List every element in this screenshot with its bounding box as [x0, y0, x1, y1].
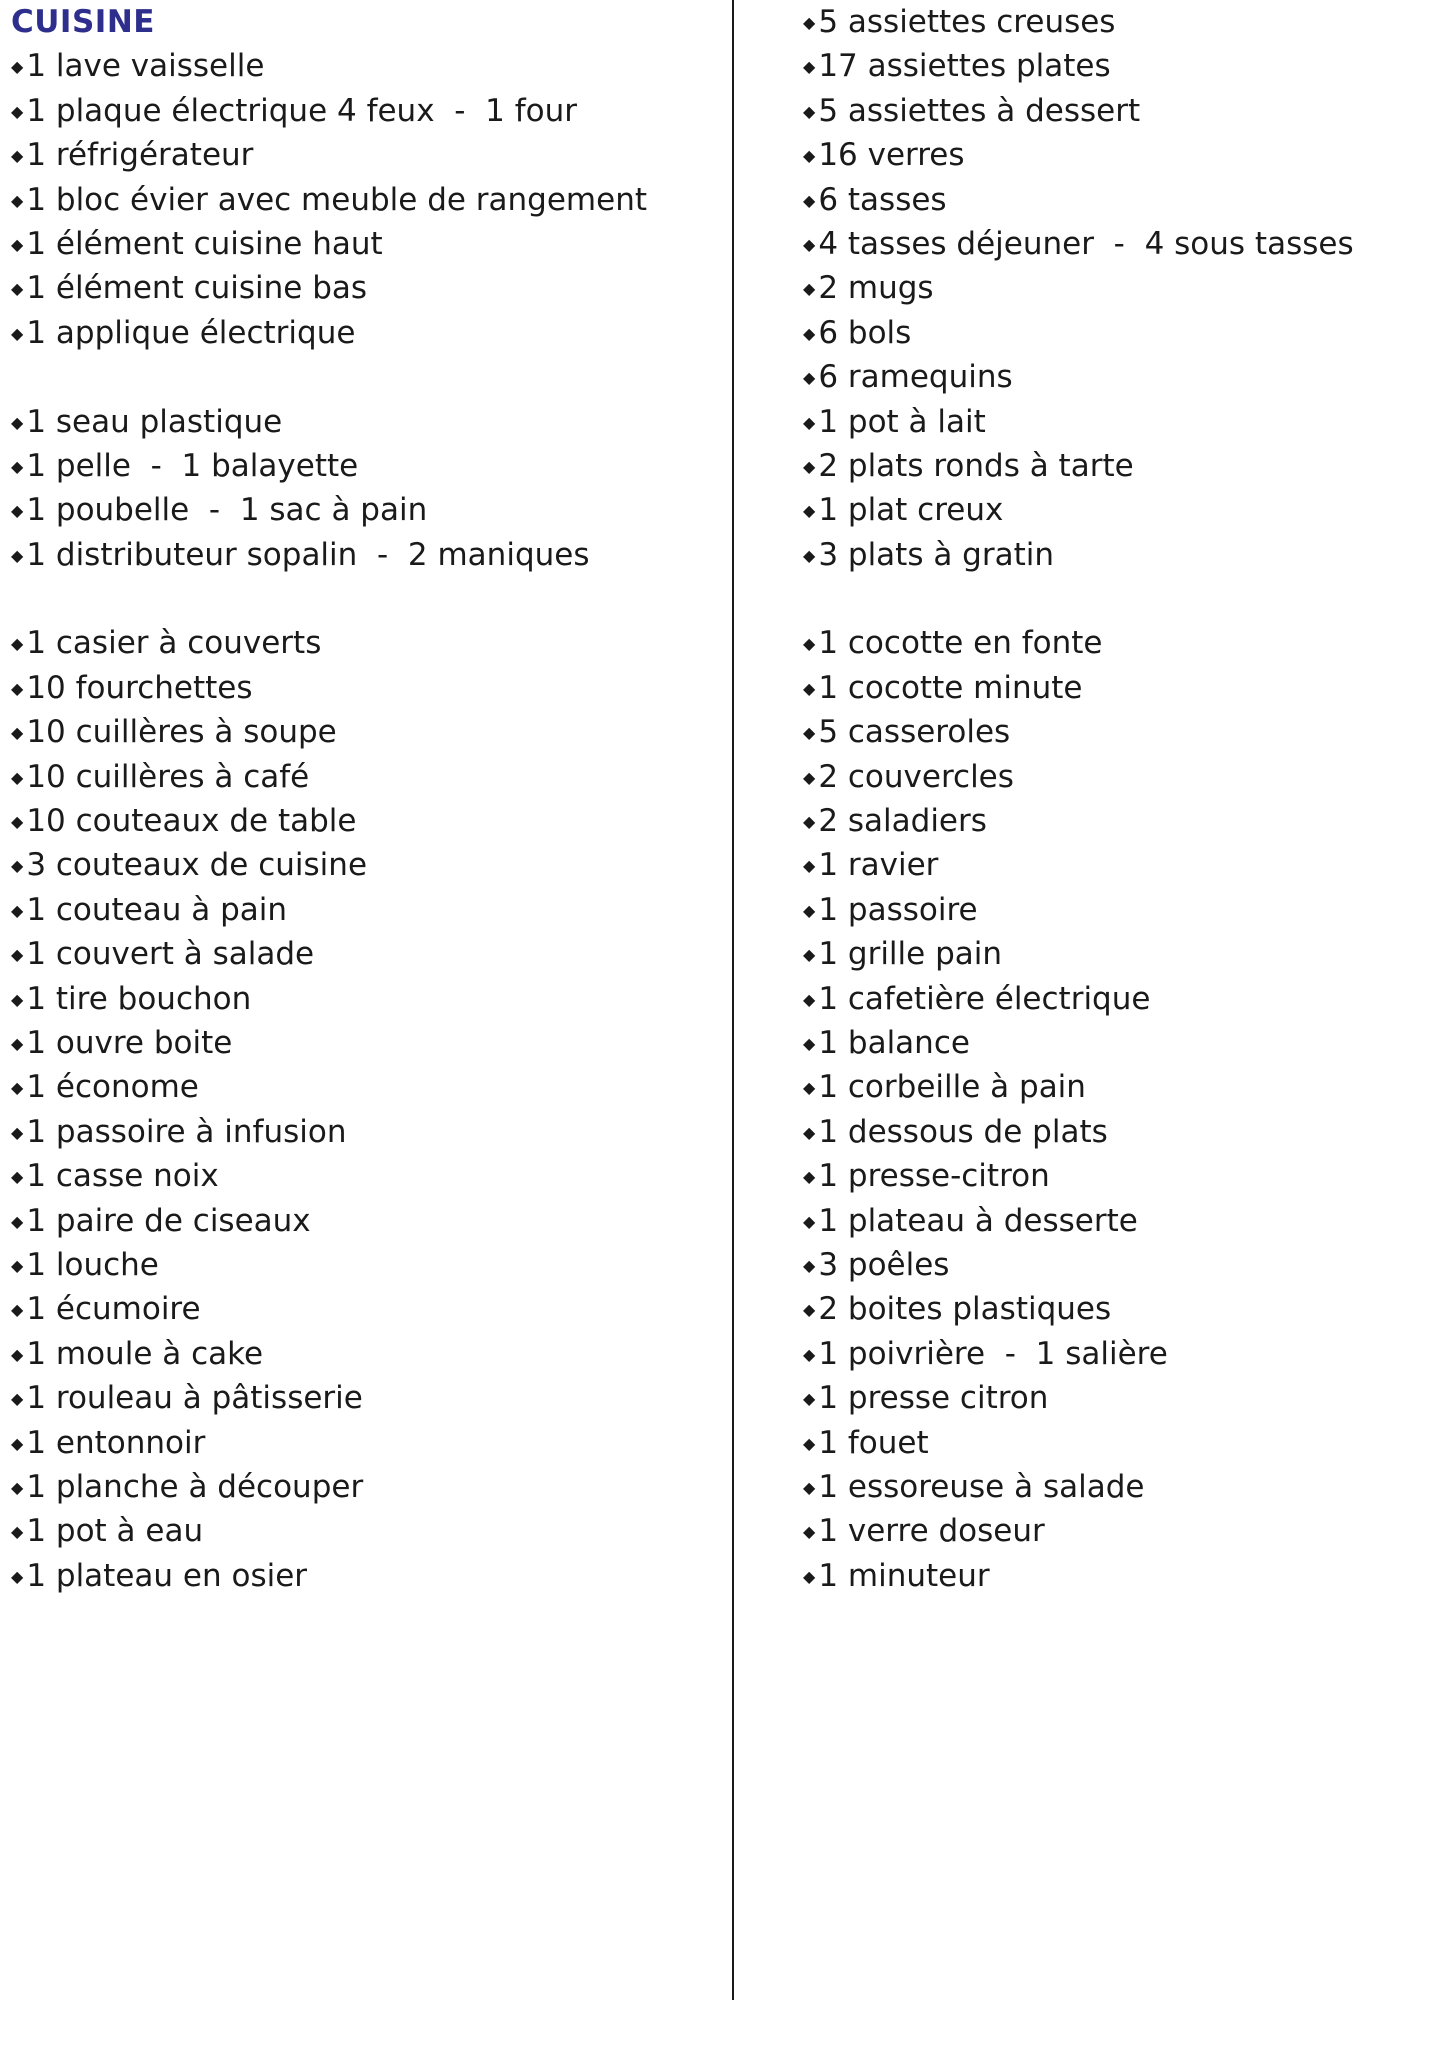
list-item	[11, 621, 711, 665]
item-text: 1 plateau en osier	[26, 1557, 308, 1594]
item-text: 1 pot à eau	[26, 1513, 204, 1550]
item-text: 1 pot à lait	[818, 403, 986, 440]
item-text: 1 ouvre boite	[26, 1024, 233, 1061]
list-item	[11, 843, 711, 887]
list-item	[11, 444, 711, 488]
item-text: 10 cuillères à soupe	[26, 714, 337, 751]
diamond-bullet-icon: ◆	[803, 1255, 816, 1275]
list-item	[803, 89, 1423, 133]
list-item	[11, 1021, 711, 1065]
list-spacer	[11, 577, 711, 621]
item-text: 1 corbeille à pain	[818, 1069, 1086, 1106]
diamond-bullet-icon: ◆	[11, 856, 24, 876]
list-item	[803, 488, 1423, 532]
diamond-bullet-icon: ◆	[11, 1211, 24, 1231]
diamond-bullet-icon: ◆	[803, 1211, 816, 1231]
diamond-bullet-icon: ◆	[803, 234, 816, 254]
item-text: 1 presse citron	[818, 1380, 1049, 1417]
diamond-bullet-icon: ◆	[11, 412, 24, 432]
item-text: 1 bloc évier avec meuble de rangement	[26, 181, 648, 218]
diamond-bullet-icon: ◆	[11, 57, 24, 77]
diamond-bullet-icon: ◆	[803, 812, 816, 832]
item-text: 1 casier à couverts	[26, 625, 322, 662]
item-text: 5 casseroles	[818, 714, 1011, 751]
diamond-bullet-icon: ◆	[803, 146, 816, 166]
list-item	[803, 932, 1423, 976]
list-item	[11, 1421, 711, 1465]
list-item	[803, 1199, 1423, 1243]
item-text: 6 tasses	[818, 181, 947, 218]
diamond-bullet-icon: ◆	[11, 1033, 24, 1053]
diamond-bullet-icon: ◆	[11, 190, 24, 210]
item-text: 4 tasses déjeuner - 4 sous tasses	[818, 225, 1354, 262]
diamond-bullet-icon: ◆	[803, 501, 816, 521]
list-item	[803, 355, 1423, 399]
list-item	[803, 1332, 1423, 1376]
item-text: 1 passoire à infusion	[26, 1113, 347, 1150]
diamond-bullet-icon: ◆	[11, 456, 24, 476]
list-item	[803, 1287, 1423, 1331]
diamond-bullet-icon: ◆	[803, 412, 816, 432]
diamond-bullet-icon: ◆	[11, 146, 24, 166]
item-text: 1 entonnoir	[26, 1424, 206, 1461]
list-item	[803, 266, 1423, 310]
list-item	[11, 932, 711, 976]
item-text: 1 casse noix	[26, 1158, 219, 1195]
item-text: 10 fourchettes	[26, 669, 253, 706]
item-text: 1 plat creux	[818, 492, 1004, 529]
list-item	[11, 755, 711, 799]
diamond-bullet-icon: ◆	[803, 1477, 816, 1497]
diamond-bullet-icon: ◆	[11, 1255, 24, 1275]
list-item	[11, 1243, 711, 1287]
item-text: 1 réfrigérateur	[26, 137, 254, 174]
item-text: 1 cocotte minute	[818, 669, 1083, 706]
item-text: 1 verre doseur	[818, 1513, 1045, 1550]
diamond-bullet-icon: ◆	[11, 767, 24, 787]
item-text: 1 applique électrique	[26, 314, 356, 351]
diamond-bullet-icon: ◆	[803, 190, 816, 210]
list-item	[803, 888, 1423, 932]
list-item	[11, 1509, 711, 1553]
diamond-bullet-icon: ◆	[803, 989, 816, 1009]
item-text: 1 louche	[26, 1246, 159, 1283]
diamond-bullet-icon: ◆	[11, 945, 24, 965]
diamond-bullet-icon: ◆	[803, 1167, 816, 1187]
list-item	[11, 1332, 711, 1376]
diamond-bullet-icon: ◆	[803, 1344, 816, 1364]
item-text: 1 plaque électrique 4 feux - 1 four	[26, 92, 578, 129]
list-item	[803, 666, 1423, 710]
list-item	[803, 799, 1423, 843]
list-item	[803, 710, 1423, 754]
item-text: 16 verres	[818, 137, 965, 174]
item-text: 1 paire de ciseaux	[26, 1202, 311, 1239]
diamond-bullet-icon: ◆	[11, 723, 24, 743]
item-text: 3 couteaux de cuisine	[26, 847, 368, 884]
item-text: 2 mugs	[818, 270, 934, 307]
list-item	[803, 44, 1423, 88]
list-item	[803, 843, 1423, 887]
list-item	[803, 444, 1423, 488]
diamond-bullet-icon: ◆	[11, 1344, 24, 1364]
list-item	[803, 1110, 1423, 1154]
list-item	[803, 755, 1423, 799]
diamond-bullet-icon: ◆	[803, 456, 816, 476]
diamond-bullet-icon: ◆	[11, 545, 24, 565]
diamond-bullet-icon: ◆	[11, 1522, 24, 1542]
list-item	[803, 1554, 1423, 1598]
diamond-bullet-icon: ◆	[11, 1122, 24, 1142]
list-item	[803, 222, 1423, 266]
list-item	[803, 1065, 1423, 1109]
diamond-bullet-icon: ◆	[803, 634, 816, 654]
diamond-bullet-icon: ◆	[11, 1300, 24, 1320]
diamond-bullet-icon: ◆	[11, 1433, 24, 1453]
diamond-bullet-icon: ◆	[11, 279, 24, 299]
list-item	[803, 1021, 1423, 1065]
item-text: 1 distributeur sopalin - 2 maniques	[26, 536, 590, 573]
list-item	[11, 888, 711, 932]
list-item	[803, 1154, 1423, 1198]
diamond-bullet-icon: ◆	[803, 279, 816, 299]
list-item	[803, 311, 1423, 355]
list-spacer	[11, 355, 711, 399]
list-item	[11, 1376, 711, 1420]
item-text: 5 assiettes à dessert	[818, 92, 1141, 129]
list-item	[11, 1154, 711, 1198]
item-text: 10 couteaux de table	[26, 803, 357, 840]
diamond-bullet-icon: ◆	[803, 323, 816, 343]
diamond-bullet-icon: ◆	[803, 1522, 816, 1542]
list-item	[803, 621, 1423, 665]
item-text: 2 boites plastiques	[818, 1291, 1112, 1328]
diamond-bullet-icon: ◆	[11, 1477, 24, 1497]
list-item	[11, 666, 711, 710]
item-text: 1 poubelle - 1 sac à pain	[26, 492, 428, 529]
list-item	[803, 1421, 1423, 1465]
item-text: 1 couvert à salade	[26, 936, 315, 973]
item-text: 2 plats ronds à tarte	[818, 447, 1134, 484]
item-text: 2 couvercles	[818, 758, 1014, 795]
item-text: 1 balance	[818, 1024, 970, 1061]
item-text: 1 poivrière - 1 salière	[818, 1335, 1168, 1372]
item-text: 1 ravier	[818, 847, 939, 884]
diamond-bullet-icon: ◆	[803, 1389, 816, 1409]
item-text: 17 assiettes plates	[818, 48, 1111, 85]
item-text: 1 dessous de plats	[818, 1113, 1108, 1150]
list-item	[803, 1243, 1423, 1287]
item-text: 2 saladiers	[818, 803, 987, 840]
item-text: 1 grille pain	[818, 936, 1003, 973]
item-text: 1 élément cuisine bas	[26, 270, 368, 307]
list-item	[803, 178, 1423, 222]
diamond-bullet-icon: ◆	[803, 767, 816, 787]
diamond-bullet-icon: ◆	[803, 1566, 816, 1586]
diamond-bullet-icon: ◆	[803, 368, 816, 388]
list-item	[11, 1110, 711, 1154]
list-item	[11, 1065, 711, 1109]
diamond-bullet-icon: ◆	[11, 678, 24, 698]
diamond-bullet-icon: ◆	[803, 101, 816, 121]
list-item	[11, 977, 711, 1021]
diamond-bullet-icon: ◆	[11, 1078, 24, 1098]
diamond-bullet-icon: ◆	[803, 57, 816, 77]
column-divider	[732, 0, 734, 2000]
item-text: 1 rouleau à pâtisserie	[26, 1380, 363, 1417]
diamond-bullet-icon: ◆	[11, 900, 24, 920]
list-item	[11, 178, 711, 222]
diamond-bullet-icon: ◆	[11, 634, 24, 654]
list-item	[803, 0, 1423, 44]
diamond-bullet-icon: ◆	[11, 1389, 24, 1409]
diamond-bullet-icon: ◆	[803, 856, 816, 876]
list-item	[11, 710, 711, 754]
item-text: 1 fouet	[818, 1424, 929, 1461]
item-text: 1 économe	[26, 1069, 199, 1106]
diamond-bullet-icon: ◆	[803, 1033, 816, 1053]
item-text: 1 tire bouchon	[26, 980, 252, 1017]
list-item	[803, 133, 1423, 177]
diamond-bullet-icon: ◆	[11, 323, 24, 343]
list-item	[11, 1554, 711, 1598]
item-text: 1 cafetière électrique	[818, 980, 1151, 1017]
item-text: 1 lave vaisselle	[26, 48, 265, 85]
list-item	[803, 977, 1423, 1021]
item-text: 1 pelle - 1 balayette	[26, 447, 359, 484]
list-item	[11, 1287, 711, 1331]
item-text: 1 écumoire	[26, 1291, 201, 1328]
right-item-list	[803, 0, 1423, 1598]
list-item	[11, 400, 711, 444]
diamond-bullet-icon: ◆	[803, 900, 816, 920]
item-text: 1 moule à cake	[26, 1335, 264, 1372]
diamond-bullet-icon: ◆	[803, 678, 816, 698]
list-item	[11, 133, 711, 177]
list-item	[11, 799, 711, 843]
list-spacer	[803, 577, 1423, 621]
item-text: 1 plateau à desserte	[818, 1202, 1138, 1239]
item-text: 10 cuillères à café	[26, 758, 310, 795]
diamond-bullet-icon: ◆	[11, 989, 24, 1009]
item-text: 3 plats à gratin	[818, 536, 1055, 573]
list-item	[11, 44, 711, 88]
diamond-bullet-icon: ◆	[803, 1122, 816, 1142]
item-text: 1 minuteur	[818, 1557, 990, 1594]
list-item	[803, 1465, 1423, 1509]
item-text: 3 poêles	[818, 1246, 950, 1283]
item-text: 1 passoire	[818, 891, 978, 928]
list-item	[11, 1465, 711, 1509]
item-text: 6 bols	[818, 314, 912, 351]
item-text: 1 cocotte en fonte	[818, 625, 1103, 662]
page-title: CUISINE	[11, 4, 155, 40]
right-column	[803, 0, 1423, 1598]
item-text: 1 essoreuse à salade	[818, 1468, 1145, 1505]
item-text: 1 élément cuisine haut	[26, 225, 383, 262]
list-item	[11, 311, 711, 355]
item-text: 1 seau plastique	[26, 403, 283, 440]
list-item	[11, 89, 711, 133]
diamond-bullet-icon: ◆	[11, 101, 24, 121]
item-text: 1 presse-citron	[818, 1158, 1050, 1195]
diamond-bullet-icon: ◆	[803, 1300, 816, 1320]
diamond-bullet-icon: ◆	[803, 1078, 816, 1098]
list-item	[11, 266, 711, 310]
diamond-bullet-icon: ◆	[11, 234, 24, 254]
left-column	[11, 0, 711, 1598]
list-item	[11, 1199, 711, 1243]
diamond-bullet-icon: ◆	[11, 501, 24, 521]
list-item	[803, 1376, 1423, 1420]
list-item	[803, 1509, 1423, 1553]
list-item	[11, 488, 711, 532]
list-item	[803, 400, 1423, 444]
list-item	[11, 533, 711, 577]
item-text: 1 couteau à pain	[26, 891, 288, 928]
item-text: 1 planche à découper	[26, 1468, 364, 1505]
diamond-bullet-icon: ◆	[11, 1167, 24, 1187]
diamond-bullet-icon: ◆	[803, 1433, 816, 1453]
diamond-bullet-icon: ◆	[803, 945, 816, 965]
left-item-list	[11, 44, 711, 1598]
diamond-bullet-icon: ◆	[11, 812, 24, 832]
item-text: 5 assiettes creuses	[818, 4, 1116, 40]
item-text: 6 ramequins	[818, 359, 1013, 396]
diamond-bullet-icon: ◆	[803, 13, 816, 32]
diamond-bullet-icon: ◆	[11, 1566, 24, 1586]
list-item	[803, 533, 1423, 577]
diamond-bullet-icon: ◆	[803, 545, 816, 565]
list-item	[11, 222, 711, 266]
diamond-bullet-icon: ◆	[803, 723, 816, 743]
